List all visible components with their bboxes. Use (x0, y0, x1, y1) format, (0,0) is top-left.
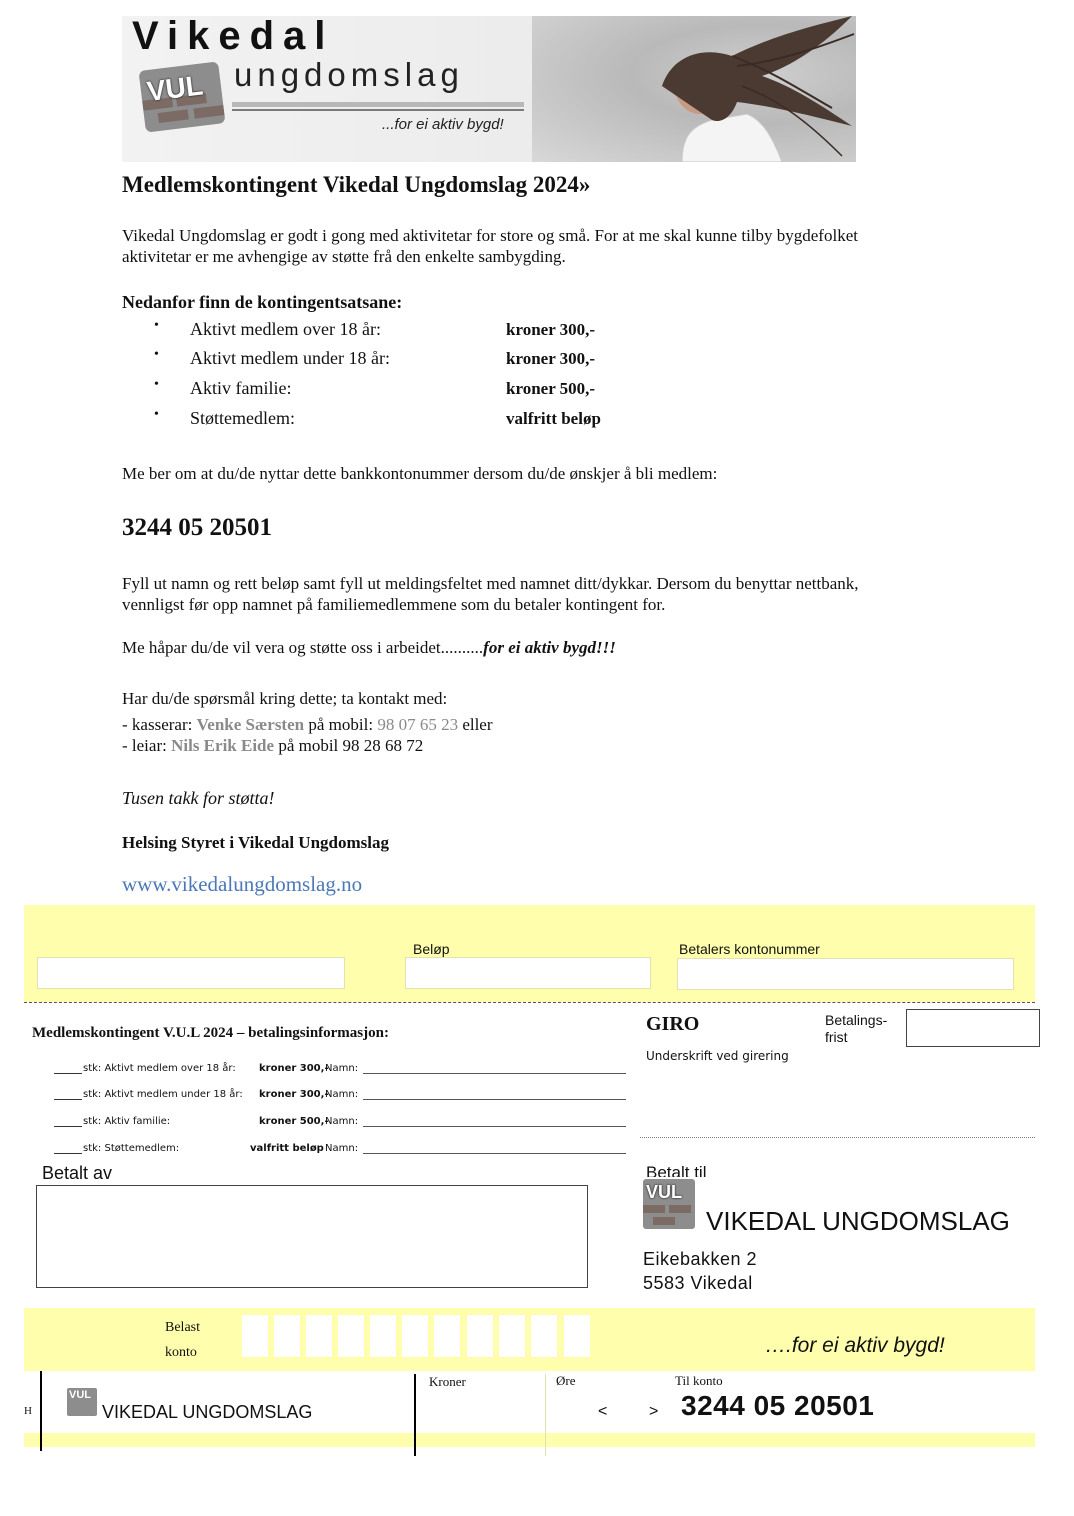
slip-row-name-label: Namn: (325, 1089, 359, 1100)
rate-label: Aktivt medlem under 18 år: (190, 348, 390, 368)
debit-digit-cell[interactable] (467, 1315, 493, 1357)
bank-request-text: Me ber om at du/de nyttar dette bankkontonummer dersom du/de ønskjer å bli medlem: (122, 464, 718, 483)
rate-amount: valfritt beløp (506, 409, 601, 428)
treasurer-name: Venke Særsten (196, 715, 305, 734)
recipient-name: VIKEDAL UNGDOMSLAG (706, 1206, 1010, 1236)
name-line[interactable] (363, 1073, 626, 1074)
quantity-blank[interactable] (54, 1116, 82, 1127)
contact-text: på mobil: (304, 715, 378, 734)
recipient-street: Eikebakken 2 (643, 1249, 758, 1269)
rates-heading: Nedanfor finn de kontingentsatsane: (122, 292, 403, 312)
treasurer-phone[interactable]: 98 07 65 23 (377, 715, 459, 734)
slip-row-amount: kroner 300,- (259, 1089, 329, 1100)
bullet-icon: • (154, 347, 159, 362)
fill-instructions: Fyll ut namn og rett beløp samt fyll ut meldingsfeltet med namnet ditt/dykkar. Dersom du benyttar nettbank, vennligst før opp namnet på familiemedlemmene som du betaler kontingent for. (122, 574, 859, 614)
document-title: Medlemskontingent Vikedal Ungdomslag 2024» (122, 172, 591, 197)
slip-row (54, 1116, 634, 1130)
bullet-icon: • (154, 377, 159, 392)
logo-text: VUL (145, 69, 205, 108)
signature-label: Underskrift ved girering (646, 1049, 789, 1063)
paid-to-label: Betalt til (646, 1163, 707, 1177)
debit-digit-cell[interactable] (531, 1315, 557, 1357)
brand-subtitle: ungdomslag (234, 56, 464, 93)
debit-digit-cell[interactable] (338, 1315, 364, 1357)
contact-heading: Har du/de spørsmål kring dette; ta kontakt med: (122, 689, 448, 708)
name-line[interactable] (363, 1099, 626, 1100)
slip-row-name-label: Namn: (325, 1063, 359, 1074)
paid-by-label: Betalt av (42, 1163, 113, 1183)
bottom-tagline: ….for ei aktiv bygd! (765, 1334, 945, 1357)
contact-role: - leiar: (122, 736, 172, 755)
gt-mark: > (649, 1403, 659, 1420)
debit-label-line: konto (165, 1345, 197, 1360)
cut-line (24, 1002, 1035, 1003)
vul-logo-icon (67, 1388, 97, 1416)
slip-row-amount: kroner 300,- (259, 1063, 329, 1074)
bullet-icon: • (154, 318, 159, 333)
strip-divider (545, 1374, 546, 1456)
rate-label: Aktivt medlem over 18 år: (190, 319, 381, 339)
vul-logo-icon (643, 1179, 695, 1229)
vul-logo-icon (139, 61, 226, 132)
debit-digit-cell[interactable] (306, 1315, 332, 1357)
header-banner (122, 16, 856, 162)
bullet-icon: • (154, 407, 159, 422)
to-account-label: Til konto (675, 1373, 723, 1388)
intro-paragraph: Vikedal Ungdomslag er godt i gong med aktivitetar for store og små. For at me skal kunne tilby bygdefolket aktivitetar er me avhengige av støtte frå den enkelte sambygding. (122, 226, 858, 266)
slip-row-name-label: Namn: (325, 1143, 359, 1154)
strip-divider (40, 1371, 42, 1451)
debit-label-line: Belast (165, 1320, 200, 1335)
debit-digit-cell[interactable] (274, 1315, 300, 1357)
contact-text: eller (458, 715, 493, 734)
recipient-city: 5583 Vikedal (643, 1273, 753, 1293)
slip-row-amount: valfritt beløp (250, 1143, 324, 1154)
slip-row-label: stk: Aktivt medlem under 18 år: (83, 1089, 243, 1100)
payment-info-title: Medlemskontingent V.U.L 2024 – betalingsinformasjon: (32, 1025, 389, 1041)
slip-row-label: stk: Støttemedlem: (83, 1143, 180, 1154)
debit-digit-cell[interactable] (499, 1315, 525, 1357)
debit-account-label (165, 1315, 200, 1365)
contact-treasurer (122, 714, 922, 735)
debit-digit-cell[interactable] (564, 1315, 590, 1357)
rate-item (150, 319, 670, 345)
woman-hair-photo-icon (532, 16, 856, 162)
paid-by-field[interactable] (36, 1185, 588, 1288)
strip-mark: H (24, 1405, 32, 1417)
debit-digit-cell[interactable] (434, 1315, 460, 1357)
slip-row-amount: kroner 500,- (259, 1116, 329, 1127)
signature-line[interactable] (640, 1137, 1035, 1138)
giro-blank-field[interactable] (37, 957, 345, 989)
rate-item (150, 348, 670, 374)
hope-line (122, 637, 922, 658)
strip-account-number: 3244 05 20501 (681, 1390, 875, 1421)
banner-tagline: ...for ei aktiv bygd! (382, 116, 504, 133)
contact-leader (122, 735, 922, 756)
banner-divider-thin (232, 109, 524, 111)
slip-row-label: stk: Aktiv familie: (83, 1116, 171, 1127)
deadline-label (825, 1012, 887, 1046)
rate-item (150, 408, 670, 434)
quantity-blank[interactable] (54, 1089, 82, 1100)
leader-name: Nils Erik Eide (171, 736, 275, 755)
brand-title: Vikedal (132, 16, 335, 58)
slip-row (54, 1063, 634, 1077)
logo-text: VUL (69, 1389, 91, 1401)
debit-digit-cell[interactable] (242, 1315, 268, 1357)
rate-item (150, 378, 670, 404)
contact-text: på mobil 98 28 68 72 (274, 736, 424, 755)
kroner-label: Kroner (429, 1374, 466, 1389)
payer-account-label: Betalers kontonummer (679, 941, 820, 957)
banner-divider (232, 102, 524, 107)
debit-digit-cell[interactable] (370, 1315, 396, 1357)
strip-band (24, 1433, 1035, 1447)
deadline-label-line: frist (825, 1029, 848, 1045)
slip-row (54, 1089, 634, 1103)
slip-row-name-label: Namn: (325, 1116, 359, 1127)
quantity-blank[interactable] (54, 1063, 82, 1074)
payer-account-field[interactable] (677, 958, 1014, 990)
hope-text: Me håpar du/de vil vera og støtte oss i arbeidet.......... (122, 638, 484, 657)
name-line[interactable] (363, 1153, 626, 1154)
banner-photo (532, 16, 856, 162)
giro-heading: GIRO (646, 1013, 700, 1035)
logo-text: VUL (646, 1182, 682, 1202)
thanks-text: Tusen takk for støtta! (122, 788, 275, 808)
account-number: 3244 05 20501 (122, 514, 272, 541)
quantity-blank[interactable] (54, 1143, 82, 1154)
strip-divider (414, 1374, 416, 1456)
name-line[interactable] (363, 1126, 626, 1127)
deadline-label-line: Betalings- (825, 1012, 888, 1028)
contact-role: - kasserar: (122, 715, 197, 734)
amount-field[interactable] (405, 957, 651, 989)
debit-digit-cell[interactable] (402, 1315, 428, 1357)
greeting-text: Helsing Styret i Vikedal Ungdomslag (122, 833, 389, 852)
lt-mark: < (598, 1403, 608, 1420)
slip-row (54, 1143, 634, 1157)
ore-label: Øre (556, 1373, 576, 1388)
website-link[interactable]: www.vikedalungdomslag.no (122, 872, 363, 896)
slip-row-label: stk: Aktivt medlem over 18 år: (83, 1063, 236, 1074)
rate-amount: kroner 300,- (506, 320, 596, 339)
rate-label: Aktiv familie: (190, 378, 292, 398)
deadline-field[interactable] (906, 1009, 1040, 1047)
rate-label: Støttemedlem: (190, 408, 295, 428)
amount-label: Beløp (413, 941, 450, 957)
strip-recipient-name: VIKEDAL UNGDOMSLAG (102, 1402, 313, 1422)
rate-amount: kroner 500,- (506, 379, 596, 398)
hope-tagline: for ei aktiv bygd!!! (483, 638, 616, 657)
rate-amount: kroner 300,- (506, 349, 596, 368)
